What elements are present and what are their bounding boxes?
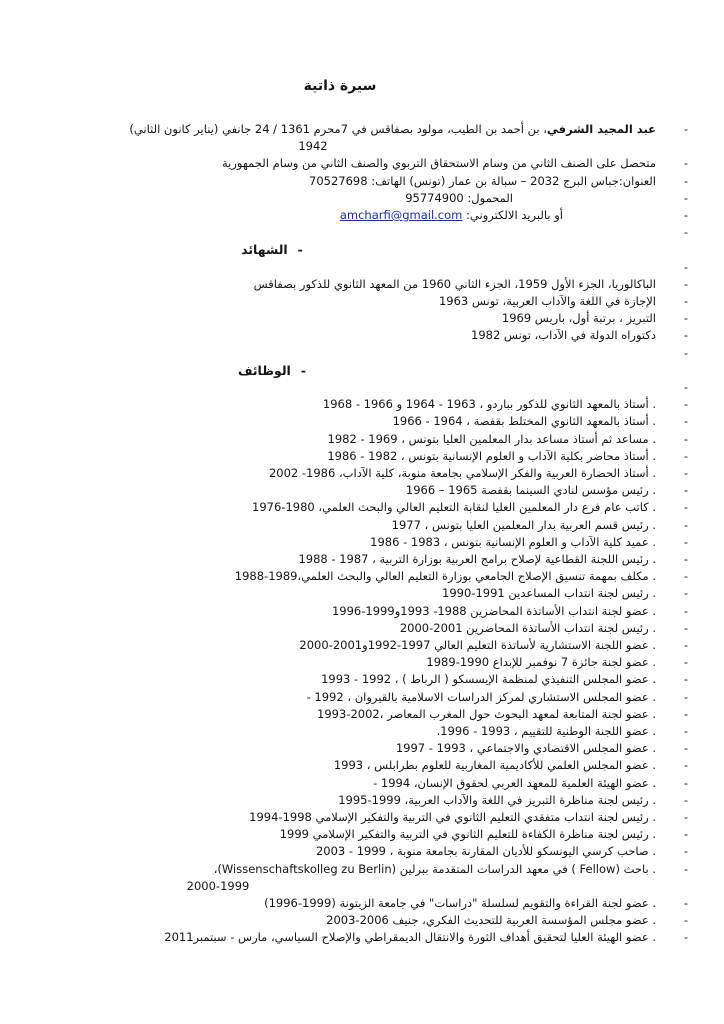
item-text: متحصل على الصنف الثاني من وسام الاستحقاق التربوي والصنف الثاني من وسام الجمهورية [222, 156, 656, 171]
list-item [30, 534, 690, 551]
list-item [30, 551, 690, 568]
list-item [30, 276, 690, 293]
list-item [30, 843, 690, 860]
heading-dash-icon: - [300, 362, 307, 378]
cv-content [30, 121, 690, 947]
dash-bullet-icon: - [683, 483, 688, 498]
dash-bullet-icon: - [683, 706, 688, 721]
list-item [30, 482, 690, 499]
dash-bullet-icon: - [683, 311, 688, 326]
item-text: العنوان:جباس البرج 2032 – سبالة بن عمار (تونس) الهاتف: 70527698 [309, 173, 656, 188]
dash-bullet-icon: - [683, 276, 688, 291]
item-text: . أستاذ بالمعهد الثانوي المختلط بقفصة ، 1964 - 1966 [392, 414, 656, 429]
list-item [30, 740, 690, 757]
list-item [30, 912, 690, 929]
dash-bullet-icon: - [683, 534, 688, 549]
list-item [30, 654, 690, 671]
item-text: . عضو لجنة القراءة والتقويم لسلسلة "دراسات" في جامعة الزيتونة (1999-1996) [264, 896, 656, 911]
section-heading [30, 362, 514, 379]
item-text: . عضو لجنة المتابعة لمعهد البحوث حول المغرب المعاصر ،2002-1993 [317, 706, 656, 721]
list-item [30, 568, 690, 585]
list-item [30, 379, 690, 396]
list-item [30, 465, 690, 482]
item-text: . رئيس لجنة مناظرة التبريز في اللغة والآداب العربية، 1999-1995 [338, 792, 656, 807]
item-text: . رئيس مؤسس لنادي السينما بقفصة 1965 – 1966 [405, 483, 656, 498]
dash-bullet-icon: - [683, 844, 688, 859]
list-item [30, 723, 690, 740]
dash-bullet-icon: - [683, 810, 688, 825]
item-text: . عضو اللجنة الاستشارية لأساتذة التعليم العالي 1997-1992و2001-2000 [299, 638, 656, 653]
item-text: الإجازة في اللغة والآداب العربية، تونس 1963 [438, 294, 656, 308]
list-item [30, 603, 690, 620]
dash-bullet-icon: - [683, 208, 688, 223]
list-item [30, 620, 690, 637]
item-text: . مكلف بمهمة تنسيق الإصلاح الجامعي بوزارة التعليم العالي والبحث العلمي،1989-1988 [234, 569, 656, 584]
dash-bullet-icon: - [683, 896, 688, 911]
item-text: . رئيس لجنة انتداب متفقدي التعليم الثانوي في التربية والتفكير الإسلامي 1998-1994 [249, 810, 656, 825]
dash-bullet-icon: - [683, 156, 688, 171]
dash-bullet-icon: - [683, 173, 688, 188]
list-item [30, 293, 690, 310]
item-text: . عضو المجلس التنفيذي لمنظمة الإيسسكو ( الرباط ) ، 1992 - 1993 [321, 672, 656, 687]
heading-dash-icon: - [297, 242, 303, 258]
dash-bullet-icon: - [683, 827, 688, 842]
item-text: دكتوراه الدولة في الآداب، تونس 1982 [471, 328, 656, 343]
list-item [30, 757, 690, 774]
list-item [30, 826, 690, 843]
item-text: . باحث (Fellow ) في معهد الدراسات المتقدمة ببرلين (Wissenschaftskolleg zu Berlin)، [213, 861, 656, 876]
dash-bullet-icon: - [683, 758, 688, 773]
dash-bullet-icon: - [683, 431, 688, 446]
dash-bullet-icon: - [683, 603, 688, 618]
item-text: التبريز ، برتبة أول، باريس 1969 [501, 311, 656, 326]
item-text: . عضو الهيئة العليا لتحقيق أهداف الثورة والانتقال الديمقراطي والإصلاح السياسي، مارس - سبتمبر2011 [164, 930, 656, 945]
item-text: . عضو لجنة انتداب الأساتذة المحاضرين 1988- 1993و1999-1996 [331, 603, 656, 618]
dash-bullet-icon: - [683, 586, 688, 601]
dash-bullet-icon: - [683, 724, 688, 739]
dash-bullet-icon: - [683, 345, 688, 360]
item-text: . عضو المجلس الاقتصادي والاجتماعي ، 1993 - 1997 [395, 741, 656, 756]
dash-bullet-icon: - [683, 225, 688, 240]
dash-bullet-icon: - [683, 672, 688, 687]
list-item [30, 861, 690, 878]
dash-bullet-icon: - [683, 655, 688, 670]
email-label: أو بالبريد الالكتروني: [462, 208, 563, 223]
item-text: . كاتب عام فرع دار المعلمين العليا لنقابة التعليم العالي والبحث العلمي، 1980-1976 [252, 500, 656, 515]
dash-bullet-icon: - [683, 775, 688, 790]
list-item [30, 517, 690, 534]
item-text: . رئيس قسم العربية بدار المعلمين العليا بتونس ، 1977 [391, 517, 656, 532]
item-text: . رئيس اللجنة القطاعية لإصلاح برامج العربية بوزارة التربية ، 1987 - 1988 [298, 552, 656, 567]
list-item [30, 499, 690, 516]
dash-bullet-icon: - [683, 466, 688, 480]
item-text: . عضو المجلس العلمي للأكاديمية المغاربية للعلوم بطرابلس ، 1993 [333, 758, 656, 773]
item-text: . أستاذ بالمعهد الثانوي للذكور بباردو ، 1963 - 1964 و 1966 - 1968 [322, 397, 656, 412]
dash-bullet-icon: - [683, 122, 688, 136]
dash-bullet-icon: - [683, 569, 688, 584]
dash-bullet-icon: - [683, 741, 688, 756]
dash-bullet-icon: - [683, 689, 688, 704]
item-text: . عضو الهيئة العلمية للمعهد العربي لحقوق الإنسان، 1994 - [373, 775, 656, 790]
dash-bullet-icon: - [683, 552, 688, 567]
dash-bullet-icon: - [683, 380, 688, 394]
continuation-line: 2000-1999 [186, 878, 250, 893]
page-title: سيرة ذاتية [303, 78, 377, 94]
dash-bullet-icon: - [683, 861, 688, 876]
dash-bullet-icon: - [683, 638, 688, 653]
item-text: . رئيس لجنة انتداب المساعدين 1991-1990 [442, 586, 656, 601]
list-item [30, 155, 690, 172]
list-item [30, 224, 690, 241]
dash-bullet-icon: - [683, 328, 688, 343]
dash-bullet-icon: - [683, 448, 688, 463]
dash-bullet-icon: - [683, 517, 688, 532]
item-text: . عضو مجلس المؤسسة العربية للتحديث الفكري، جنيف 2006-2003 [326, 913, 656, 928]
list-item [30, 585, 690, 602]
list-item [30, 637, 690, 654]
dash-bullet-icon: - [683, 913, 688, 928]
list-item [30, 775, 690, 792]
email-link[interactable]: amcharfi@gmail.com [339, 208, 463, 223]
item-text: . أستاذ محاضر بكلية الآداب و العلوم الإنسانية بتونس ، 1982 - 1986 [327, 448, 656, 463]
list-item [30, 689, 690, 706]
dash-bullet-icon: - [683, 620, 688, 635]
list-item [30, 345, 690, 362]
list-item [30, 310, 690, 327]
list-item [30, 173, 690, 190]
list-item [30, 809, 690, 826]
item-text: . عميد كلية الآداب و العلوم الإنسانية بتونس ، 1983 - 1986 [370, 534, 656, 549]
item-text: . عضو المجلس الاستشاري لمركز الدراسات الاسلامية بالقيروان ، 1992 - [306, 689, 656, 704]
person-name: عبد المجيد الشرفي [546, 122, 656, 136]
item-text: . عضو اللجنة الوطنية للتقييم ، 1993 - 1996. [436, 724, 656, 739]
list-item [30, 671, 690, 688]
list-item [30, 413, 690, 430]
list-item [30, 929, 690, 946]
section-heading [30, 241, 514, 258]
list-item [30, 895, 690, 912]
item-text: ، بن أحمد بن الطيب، مولود بصفاقس في 7محرم 1361 / 24 جانفي (يناير كانون الثاني) [129, 122, 547, 136]
item-text: . عضو لجنة جائزة 7 نوفمبر للإبداع 1990-1989 [426, 655, 656, 670]
list-item [30, 792, 690, 809]
list-item [30, 121, 690, 138]
item-text: . رئيس لجنة مناظرة الكفاءة للتعليم الثانوي في التربية والتفكير الإسلامي 1999 [279, 827, 656, 842]
dash-bullet-icon: - [683, 190, 688, 205]
section-heading-label: الشهائد [241, 242, 288, 258]
list-item [30, 431, 690, 448]
list-item [30, 448, 690, 465]
dash-bullet-icon: - [683, 792, 688, 807]
item-text: المحمول: 95774900 [405, 190, 513, 205]
item-text: . رئيس لجنة انتداب الأساتذة المحاضرين 2001-2000 [399, 620, 656, 635]
continuation-line: 1942 [298, 139, 328, 154]
dash-bullet-icon: - [683, 294, 688, 308]
dash-bullet-icon: - [683, 500, 688, 515]
item-text: . صاحب كرسي اليونسكو للأديان المقارنة بجامعة منوبة ، 1999 - 2003 [315, 844, 656, 859]
list-item [30, 259, 690, 276]
list-item [30, 706, 690, 723]
section-heading-label: الوظائف [237, 362, 291, 378]
item-text: . أستاذ الحضارة العربية والفكر الإسلامي بجامعة منوبة، كلية الآداب، 1986- 2002 [268, 466, 656, 480]
item-text: الباكالوريا، الجزء الأول 1959، الجزء الثاني 1960 من المعهد الثانوي للذكور بصفاقس [253, 276, 656, 291]
list-item [30, 396, 690, 413]
dash-bullet-icon: - [683, 414, 688, 429]
dash-bullet-icon: - [683, 259, 688, 274]
list-item [30, 190, 690, 207]
dash-bullet-icon: - [683, 397, 688, 412]
item-text: . مساعد ثم أستاذ مساعد بدار المعلمين العليا بتونس ، 1969 - 1982 [327, 431, 656, 446]
list-item [30, 327, 690, 344]
list-item [30, 207, 690, 224]
dash-bullet-icon: - [683, 930, 688, 945]
